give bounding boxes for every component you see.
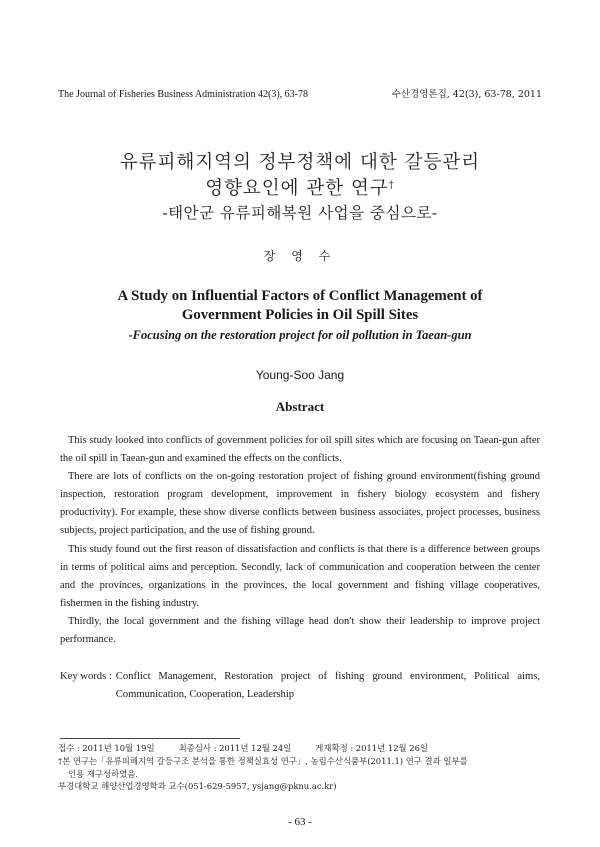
abstract-body [60,432,540,649]
abstract-paragraph: This study looked into conflicts of government policies for oil spill sites which are focusing on Taean-gun after the oil spill in Taean-gun and examined the effects on the conflicts. [60,435,540,465]
abstract-paragraph: Thirdly, the local government and the fishing village head don′t show their leadership to improve project performance. [60,615,540,646]
author-english: Young-Soo Jang [255,368,345,382]
footnote-divider [60,738,240,739]
korean-title-line-1: 유류피해지역의 정부정책에 대한 갈등관리 [119,152,481,173]
author-korean: 장 영 수 [263,249,337,263]
keywords-label: Key words : [60,671,112,682]
korean-title-line-2-text: 영향요인에 관한 연구 [205,178,389,199]
korean-subtitle: -태안군 유류피해복원 사업을 중심으로- [162,204,438,222]
footnotes [58,742,544,793]
author-affiliation: 부경대학교 해양산업경영학과 교수(051-629-5957, ysjang@pknu.ac.kr) [58,781,337,792]
submission-dates [58,742,544,755]
journal-name-ko: 수산경영론집, 42(3), 63-78, 2011 [391,89,542,100]
funding-note: †본 연구는「유류피해지역 갈등구조 분석을 통한 정책실효성 연구」, 농림수산식품부(2011.1) 연구 결과 일부를 [58,755,468,766]
english-title-line-2: Government Policies in Oil Spill Sites [181,307,419,323]
korean-title-line-2 [0,174,600,200]
abstract-paragraph: This study found out the first reason of dissatisfaction and conflicts is that there is a difference between groups in terms of political aims and perception. Secondly, lack of communication and cooperation between the center and the provinces, organizations in the provinces, the local government and fishing village cooperatives, fishermen in the fishing industry. [60,543,540,609]
dagger-footnote-mark: † [388,180,395,191]
abstract-heading: Abstract [275,399,325,414]
running-header [58,88,542,102]
keywords-list: Conflict Management, Restoration project of fishing ground environment, Political aims, Communication, Cooperation, Leadership [115,671,540,700]
page-number: - 63 - [288,816,312,828]
english-subtitle: -Focusing on the restoration project for oil pollution in Taean-gun [128,328,472,342]
english-title-line-1: A Study on Influential Factors of Conflict Management of [117,288,483,304]
journal-name-en: The Journal of Fisheries Business Administration 42(3), 63-78 [58,89,308,100]
keywords [60,668,540,704]
accepted-date: 게재확정 : 2011년 12월 26일 [315,743,429,753]
abstract-paragraph: There are lots of conflicts on the on-going restoration project of fishing ground environment(fishing ground inspection, restoration program development, improvement in fishery biology ecosystem and fishery productivity). For example, these show diverse conflicts between business associates, project processes, business subjects, project participation, and the use of fishing ground. [60,471,540,537]
reviewed-date: 최종심사 : 2011년 12월 24일 [178,743,292,753]
received-date: 접수 : 2011년 10월 19일 [58,743,155,753]
funding-note-continued: 인용 재구성하였음. [68,768,139,779]
